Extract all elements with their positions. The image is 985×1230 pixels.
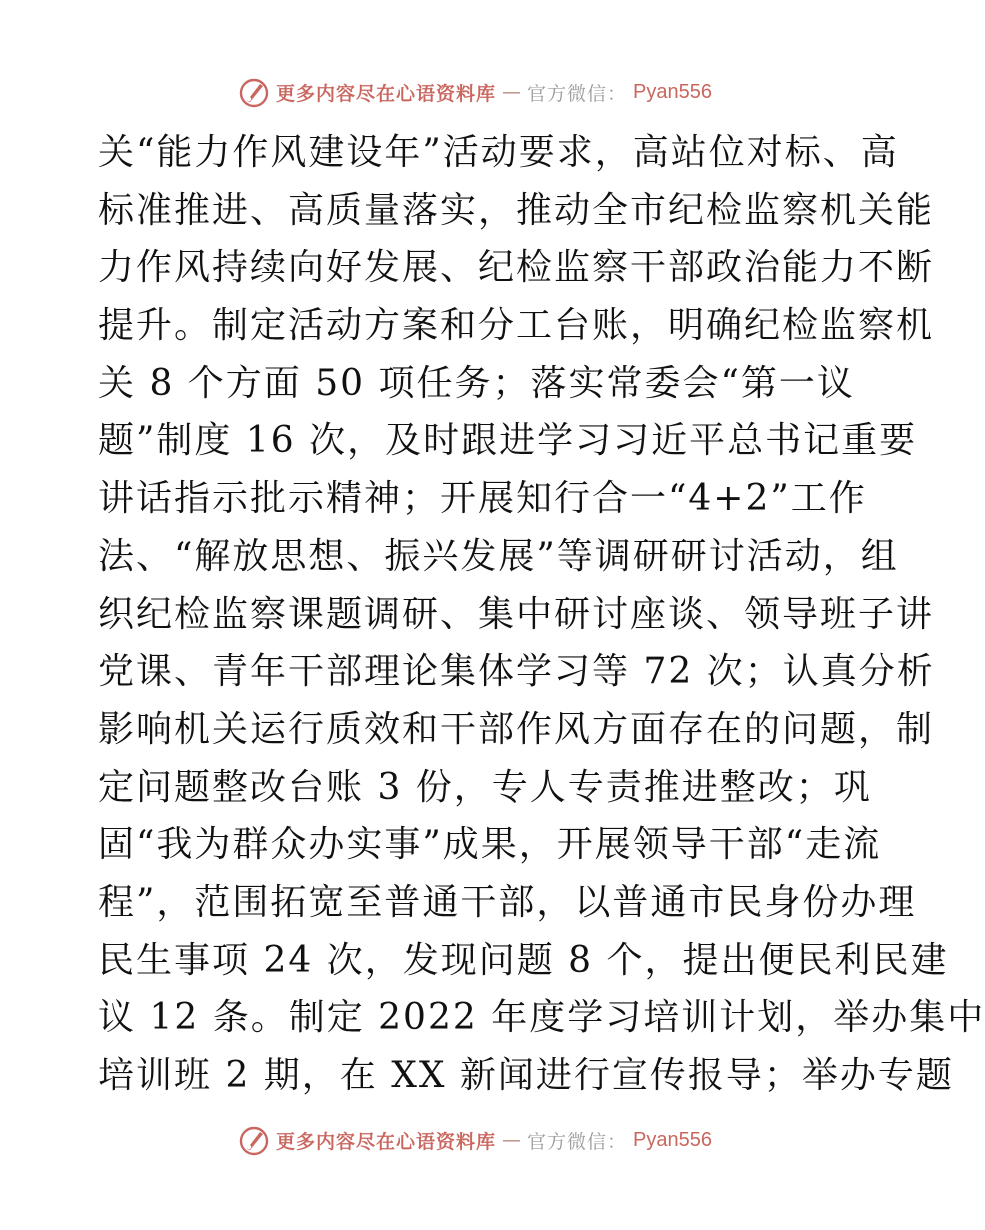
watermark-dash: —	[502, 1129, 522, 1151]
watermark-brand: 更多内容尽在心语资料库	[276, 1130, 497, 1153]
document-body	[98, 124, 985, 1105]
footer-watermark	[0, 1120, 950, 1160]
watermark-dash: —	[502, 81, 522, 103]
body-line: 程”，范围拓宽至普通干部，以普通市民身份办理	[98, 881, 917, 923]
quill-circle-icon	[238, 76, 270, 108]
watermark-label: 官方微信：	[527, 82, 628, 105]
header-watermark	[0, 72, 950, 112]
body-line: 题”制度 16 次，及时跟进学习习近平总书记重要	[98, 420, 918, 462]
body-line: 提升。制定活动方案和分工台账，明确纪检监察机	[98, 305, 935, 347]
body-line: 织纪检监察课题调研、集中研讨座谈、领导班子讲	[98, 593, 935, 635]
watermark-id: Pyan556	[633, 1128, 712, 1151]
watermark-brand: 更多内容尽在心语资料库	[276, 82, 497, 105]
body-line: 党课、青年干部理论集体学习等 72 次；认真分析	[98, 651, 935, 693]
body-line: 标准推进、高质量落实，推动全市纪检监察机关能	[98, 189, 935, 231]
watermark-label: 官方微信：	[527, 1130, 628, 1153]
body-line: 关“能力作风建设年”活动要求，高站位对标、高	[98, 132, 899, 173]
body-line: 固“我为群众办实事”成果，开展领导干部“走流	[98, 824, 882, 866]
watermark-id: Pyan556	[633, 80, 712, 103]
body-line: 培训班 2 期，在 XX 新闻进行宣传报导；举办专题	[98, 1055, 954, 1096]
body-line: 关 8 个方面 50 项任务；落实常委会“第一议	[98, 362, 855, 404]
body-line: 民生事项 24 次，发现问题 8 个，提出便民利民建	[98, 939, 949, 981]
quill-circle-icon	[238, 1124, 270, 1156]
body-line: 议 12 条。制定 2022 年度学习培训计划，举办集中	[98, 997, 985, 1039]
body-line: 影响机关运行质效和干部作风方面存在的问题，制	[98, 708, 935, 750]
body-line: 法、“解放思想、振兴发展”等调研研讨活动，组	[98, 535, 899, 577]
body-line: 力作风持续向好发展、纪检监察干部政治能力不断	[98, 247, 935, 289]
body-line: 讲话指示批示精神；开展知行合一“4+2”工作	[98, 478, 867, 520]
body-line: 定问题整改台账 3 份，专人专责推进整改；巩	[98, 766, 872, 808]
